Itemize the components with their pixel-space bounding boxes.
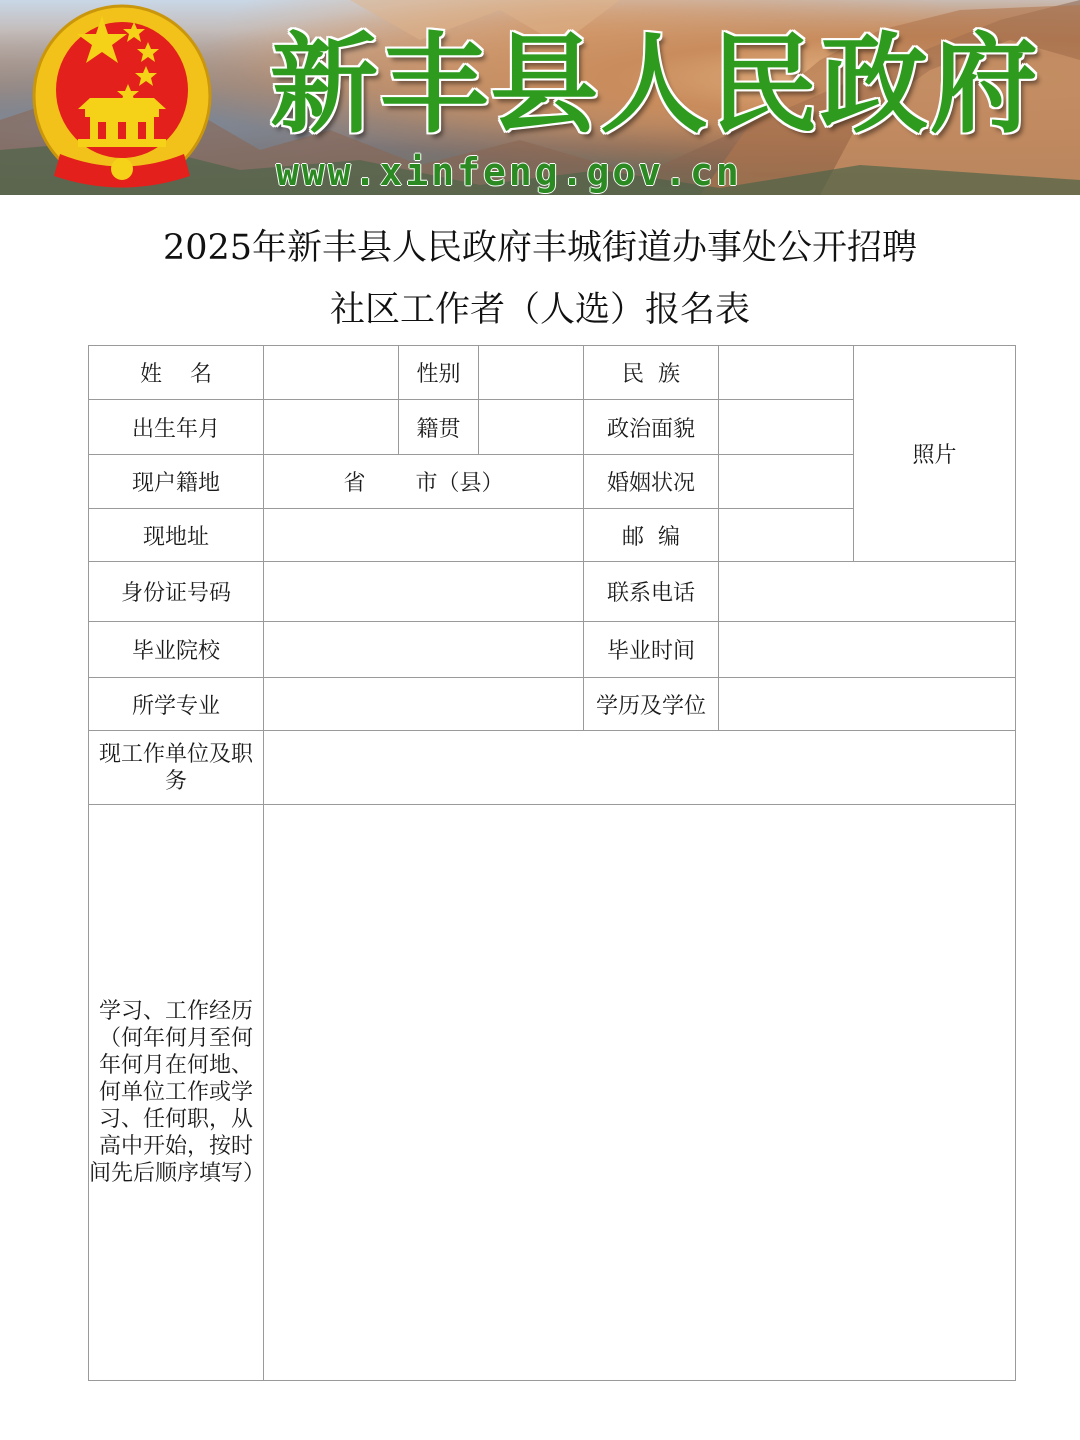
current-job-field[interactable] [264, 731, 1016, 805]
phone-label: 联系电话 [584, 562, 719, 622]
history-field[interactable] [264, 805, 1016, 1381]
degree-field[interactable] [719, 678, 1016, 731]
form-row [89, 622, 1016, 678]
birth-field[interactable] [264, 400, 399, 455]
gender-label: 性别 [399, 346, 479, 400]
form-row [89, 346, 1016, 400]
birth-label: 出生年月 [89, 400, 264, 455]
history-label: 学习、工作经历（何年何月至何年何月在何地、何单位工作或学习、任何职，从高中开始，按时间先后顺序填写） [89, 805, 264, 1381]
form-row [89, 731, 1016, 805]
gender-field[interactable] [479, 346, 584, 400]
native-place-label: 籍贯 [399, 400, 479, 455]
ethnicity-label: 民 族 [584, 346, 719, 400]
marital-status-field[interactable] [719, 455, 854, 509]
banner-url[interactable]: www.xinfeng.gov.cn [276, 150, 742, 194]
national-emblem-icon [30, 4, 215, 192]
photo-box[interactable]: 照片 [854, 346, 1016, 562]
registration-form-table [88, 345, 1016, 1381]
household-reg-field[interactable] [264, 455, 584, 509]
school-label: 毕业院校 [89, 622, 264, 678]
household-reg-label: 现户籍地 [89, 455, 264, 509]
form-row [89, 805, 1016, 1381]
site-banner [0, 0, 1080, 195]
native-place-field[interactable] [479, 400, 584, 455]
province-text: 省 [343, 471, 366, 496]
postcode-label: 邮 编 [584, 509, 719, 562]
school-field[interactable] [264, 622, 584, 678]
name-label: 姓 名 [89, 346, 264, 400]
banner-title: 新丰县人民政府 [270, 23, 1041, 148]
form-row [89, 562, 1016, 622]
document-title-line2: 社区工作者（人选）报名表 [329, 290, 750, 330]
id-number-field[interactable] [264, 562, 584, 622]
form-row [89, 678, 1016, 731]
marital-status-label: 婚姻状况 [584, 455, 719, 509]
political-status-label: 政治面貌 [584, 400, 719, 455]
postcode-field[interactable] [719, 509, 854, 562]
major-label: 所学专业 [89, 678, 264, 731]
grad-time-field[interactable] [719, 622, 1016, 678]
major-field[interactable] [264, 678, 584, 731]
phone-field[interactable] [719, 562, 1016, 622]
grad-time-label: 毕业时间 [584, 622, 719, 678]
address-field[interactable] [264, 509, 584, 562]
document-title-line1: 2025年新丰县人民政府丰城街道办事处公开招聘 [162, 228, 918, 268]
address-label: 现地址 [89, 509, 264, 562]
city-text: 市（县） [415, 471, 504, 496]
name-field[interactable] [264, 346, 399, 400]
ethnicity-field[interactable] [719, 346, 854, 400]
degree-label: 学历及学位 [584, 678, 719, 731]
political-status-field[interactable] [719, 400, 854, 455]
id-number-label: 身份证号码 [89, 562, 264, 622]
current-job-label: 现工作单位及职务 [89, 731, 264, 805]
